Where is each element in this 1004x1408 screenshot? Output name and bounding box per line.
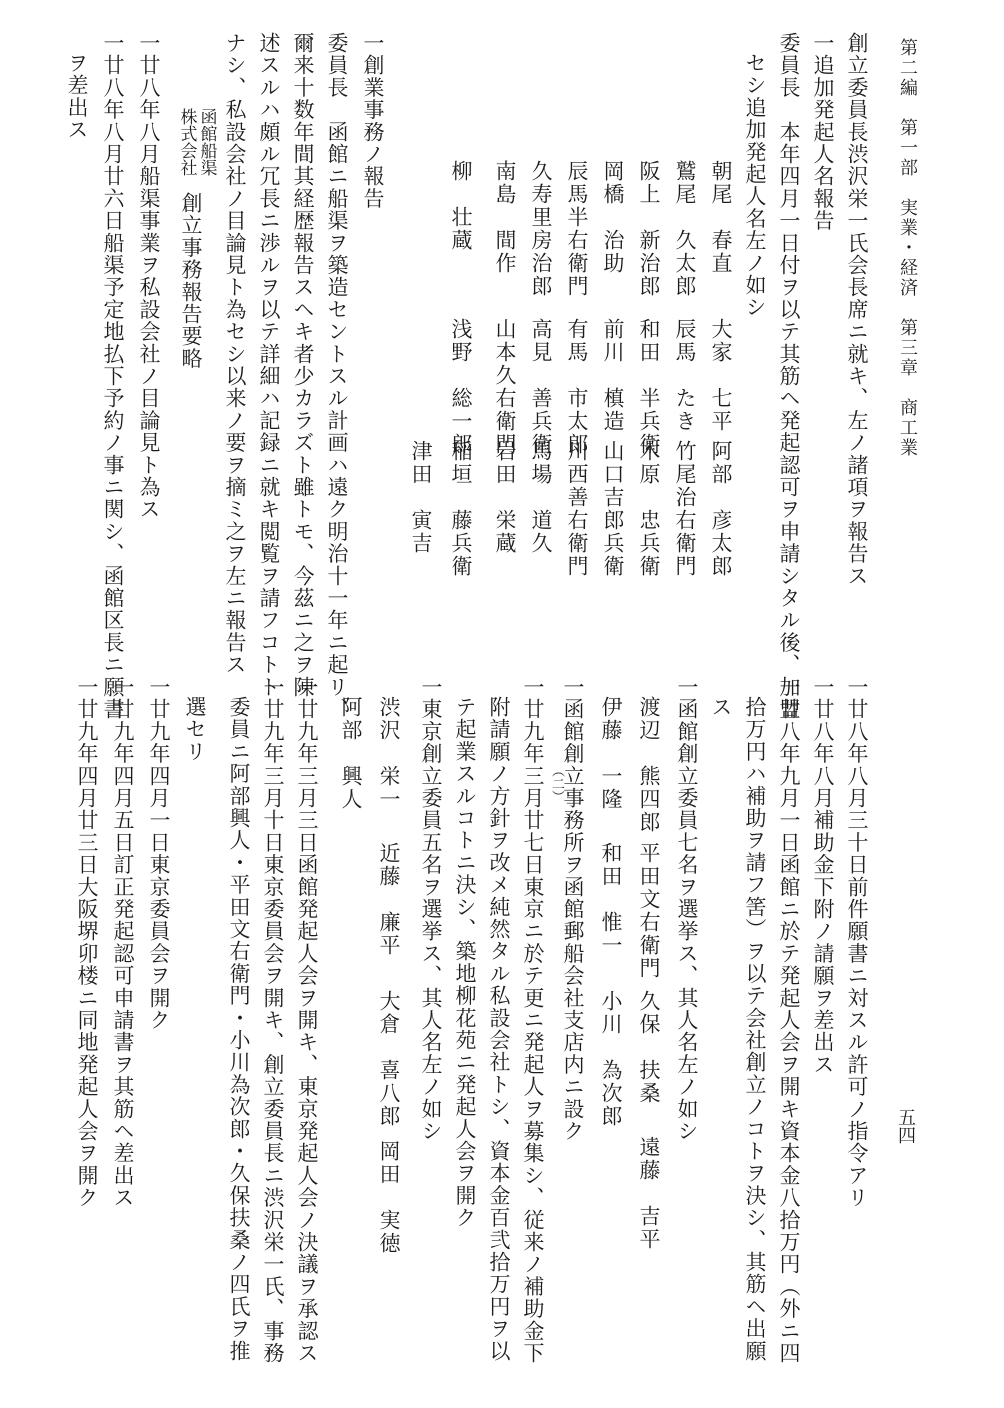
promoter-name: 前川 槙造: [601, 318, 625, 433]
promoter-name: 阪上 新治郎: [637, 160, 661, 298]
chronology-item-continuation: 選セリ: [183, 696, 207, 763]
committee-member-name: 和田 惟一: [599, 842, 623, 957]
chronology-item-continuation: ヲ差出ス: [65, 52, 89, 141]
committee-member-name: 伊藤 一隆: [599, 696, 623, 811]
promoter-name: 和田 半兵衛: [637, 318, 661, 456]
promoter-name: 朝尾 春直: [709, 160, 733, 275]
chronology-item-continuation: 委員ニ阿部興人・平田文右衛門・小川為次郎・久保扶桑ノ四氏ヲ推: [227, 696, 251, 1362]
promoter-name: 阿部 彦太郎: [709, 440, 733, 578]
company-name-small: 函館船渠: [196, 108, 217, 176]
report-line: 爾来十数年間其経歴報告スヘキ者少カラズト雖トモ、今茲ニ之ヲ陳: [291, 32, 315, 698]
chairman-statement-line-1: 委員長 本年四月一日付ヲ以テ其筋ヘ発起認可ヲ申請シタル後、加盟: [777, 32, 801, 721]
chronology-item: 一廿九年四月廿三日大阪堺卯楼ニ同地発起人会ヲ開ク: [75, 676, 99, 1209]
promoter-name: 辰馬半右衛門: [565, 160, 589, 298]
promoter-name: 高見 善兵衛: [529, 318, 553, 456]
promoter-name: 山口吉郎兵衛: [601, 440, 625, 578]
chronology-item-continuation: ス: [709, 696, 733, 719]
promoter-name: 木原 忠兵衛: [637, 440, 661, 578]
chronology-item: 一廿八年八月船渠事業ヲ私設会社ノ目論見ト為ス: [137, 32, 161, 521]
promoter-name: 津田 寅吉: [409, 440, 433, 555]
chronology-item-continuation: 拾万円ハ補助ヲ請フ筈）ヲ以テ会社創立ノコトヲ決シ、其筋ヘ出願: [743, 696, 767, 1362]
company-type-small: 株式会社: [176, 108, 197, 176]
promoter-name: 鷲尾 久太郎: [673, 160, 697, 298]
chronology-item: 一廿九年三月三日函館発起人会ヲ開キ、東京発起人会ノ決議ヲ承認ス: [295, 676, 319, 1365]
promoter-name: 久寿里房治郎: [529, 160, 553, 298]
chronology-item: 一東京創立委員五名ヲ選挙ス、其人名左ノ如シ: [419, 676, 443, 1143]
report-line: ナシ、私設会社ノ目論見ト為セシ以来ノ要ヲ摘ミ之ヲ左ニ報告ス: [223, 32, 247, 676]
chronology-item: 一函館創立事務所ヲ函館郵船会社支店内ニ設ク: [561, 676, 585, 1143]
promoter-name: 南島 間作: [493, 160, 517, 275]
chronology-item: 一廿八年八月補助金下附ノ請願ヲ差出ス: [811, 676, 835, 1076]
promoter-name: 浅野 総一郎: [449, 318, 473, 456]
section-heading-additional-promoters: 一追加発起人名報告: [811, 32, 835, 232]
committee-member-name: 大倉 喜八郎: [377, 990, 401, 1128]
promoter-name: 馬場 道久: [529, 440, 553, 555]
committee-member-name: 久保 扶桑: [637, 990, 661, 1105]
chairman-statement-line-2: セシ追加発起人名左ノ如シ: [743, 52, 767, 319]
committee-member-name: 平田文右衛門: [637, 842, 661, 980]
chronology-item-continuation: テ起業スルコトニ決シ、築地柳花苑ニ発起人会ヲ開ク: [453, 696, 477, 1229]
chronology-item: 一廿九年三月十日東京委員会ヲ開キ、創立委員長ニ渋沢栄一氏、事務: [261, 676, 285, 1365]
chronology-item: 一廿八年九月一日函館ニ於テ発起人会ヲ開キ資本金八拾万円（外ニ四: [777, 676, 801, 1365]
committee-member-name: 小川 為次郎: [599, 990, 623, 1128]
promoter-name: 稲垣 藤兵衛: [449, 440, 473, 578]
chronology-item: 一廿九年四月五日訂正発起認可申請書ヲ其筋ヘ差出ス: [111, 676, 135, 1209]
committee-member-name: 渋沢 栄一: [377, 696, 401, 811]
promoter-name: 大家 七平: [709, 318, 733, 433]
chronology-item: 一函館創立委員七名ヲ選挙ス、其人名左ノ如シ: [675, 676, 699, 1143]
promoter-name: 岩田 栄蔵: [493, 440, 517, 555]
chronology-item: 一廿九年四月一日東京委員会ヲ開ク: [147, 676, 171, 1032]
report-line: 委員長 函館ニ船渠ヲ築造セントスル計画ハ遠ク明治十一年ニ起リ、: [325, 32, 349, 721]
committee-member-name: 岡田 実徳: [377, 1140, 401, 1255]
chronology-item-continuation: 附請願ノ方針ヲ改メ純然タル私設会社トシ、資本金百弐拾万円ヲ以: [487, 696, 511, 1362]
report-summary-title: 創立事務報告要略: [179, 192, 203, 370]
committee-member-name: 近藤 廉平: [377, 842, 401, 957]
chronology-item: 一廿九年三月廿七日東京ニ於テ更ニ発起人ヲ募集シ、従来ノ補助金下: [521, 676, 545, 1365]
promoter-name: 竹尾治右衛門: [673, 440, 697, 578]
section-heading-business-report: 一創業事務ノ報告: [361, 32, 385, 210]
chronology-item: 一廿八年八月三十日前件願書ニ対スル許可ノ指令アリ: [845, 676, 869, 1209]
report-line: 述スルハ頗ル冗長ニ渉ルヲ以テ詳細ハ記録ニ就キ閲覧ヲ請フコトト: [257, 32, 281, 698]
page-number: 五四: [895, 1108, 916, 1144]
promoter-name: 辰馬 たき: [673, 318, 697, 433]
promoter-name: 川西善右衛門: [565, 440, 589, 578]
chronology-item: 一廿八年八月廿六日船渠予定地払下予約ノ事ニ関シ、函館区長ニ願書: [101, 32, 125, 721]
committee-member-name: 渡辺 熊四郎: [637, 696, 661, 834]
promoter-name: 山本久右衛門: [493, 318, 517, 456]
committee-member-name: 阿部 興人: [339, 696, 363, 811]
running-head: 第二編 第一部 実業・経済 第三章 商工業: [897, 38, 918, 458]
promoter-name: 有馬 市太郎: [565, 318, 589, 456]
promoter-name: 岡橋 治助: [601, 160, 625, 275]
promoter-name: 柳 壮蔵: [449, 160, 473, 252]
committee-member-name: 遠藤 吉平: [637, 1136, 661, 1251]
opening-line: 創立委員長渋沢栄一氏会長席ニ就キ、左ノ諸項ヲ報告ス: [845, 32, 869, 587]
bracket-note: （二）: [548, 764, 564, 803]
